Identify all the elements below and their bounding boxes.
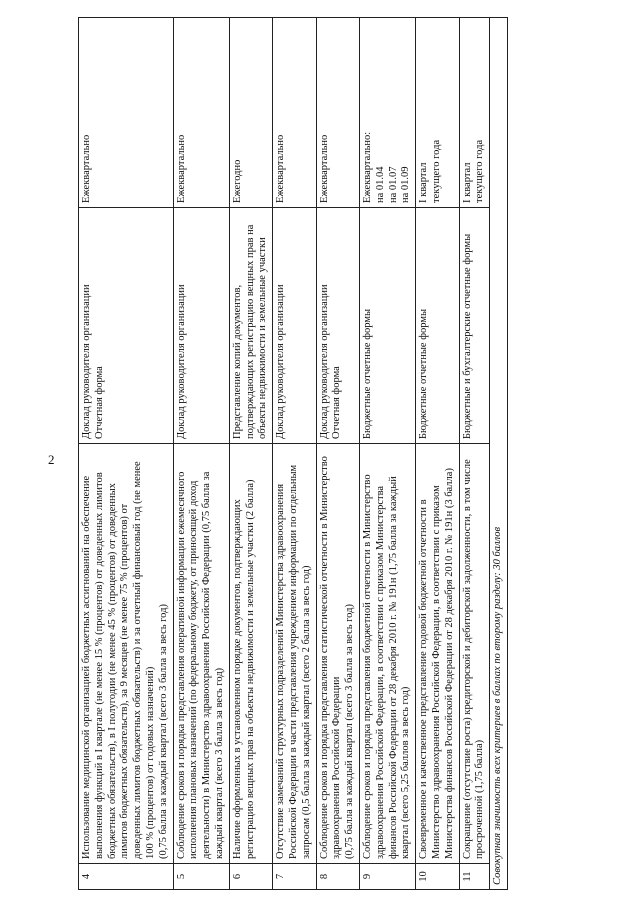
row-number: 8	[316, 864, 359, 890]
reporting-source: Бюджетные и бухгалтерские отчетные формы	[459, 208, 490, 444]
row-number: 5	[173, 864, 229, 890]
reporting-source: Бюджетные отчетные формы	[359, 208, 415, 444]
reporting-period: Ежеквартально	[316, 18, 359, 208]
criterion-text: Своевременное и качественное представление годовой бюджетной отчетности в Министерство здравоохранения Российской Федерации, в соответствии с приказом Министерства финансов Российской Федерации от 28 декабря 2010 г. № 191н (3 балла)	[416, 444, 459, 864]
criterion-text: Соблюдение сроков и порядка представления статистической отчетности в Министерство здравоохранения Российской Федерации (0,75 балла за каждый квартал (всего 3 балла за весь год)	[316, 444, 359, 864]
criterion-text: Наличие оформленных в установленном порядке документов, подтверждающих регистрацию вещных прав на объекты недвижимости и земельные участки (2 балла)	[229, 444, 272, 864]
reporting-source: Бюджетные отчетные формы	[416, 208, 459, 444]
criteria-table	[78, 17, 508, 890]
criterion-text: Отсутствие замечаний структурных подразделений Министерства здравоохранения Российской Федерации в части представления учреждением информации по отдельным запросам (0,5 балла за каждый квартал (всего 2 балла за весь год)	[273, 444, 316, 864]
row-number: 10	[416, 864, 459, 890]
rotated-page-content	[78, 10, 598, 890]
criteria-table-body	[79, 18, 508, 890]
reporting-period: Ежеквартально: на 01.04 на 01.07 на 01.09	[359, 18, 415, 208]
reporting-period: Ежегодно	[229, 18, 272, 208]
table-row	[316, 18, 359, 890]
reporting-period: Ежеквартально	[173, 18, 229, 208]
table-row	[459, 18, 490, 890]
table-row	[173, 18, 229, 890]
row-number: 11	[459, 864, 490, 890]
row-number: 6	[229, 864, 272, 890]
reporting-source: Доклад руководителя организации	[273, 208, 316, 444]
reporting-period: I квартал текущего года	[416, 18, 459, 208]
reporting-period: I квартал текущего года	[459, 18, 490, 208]
reporting-source: Доклад руководителя организации Отчетная форма	[79, 208, 174, 444]
reporting-period: Ежеквартально	[273, 18, 316, 208]
table-row	[416, 18, 459, 890]
criterion-text: Соблюдение сроков и порядка представления оперативной информации ежемесячного исполнения плановых назначений (по федеральному бюджету, от приносящей доход деятельности) в Министерство здравоохранения Российской Федерации (0,75 балла за каждый квартал (всего 3 балла за весь год)	[173, 444, 229, 864]
table-row	[229, 18, 272, 890]
row-number: 4	[79, 864, 174, 890]
table-row	[359, 18, 415, 890]
table-row	[273, 18, 316, 890]
row-number: 9	[359, 864, 415, 890]
reporting-source: Доклад руководителя организации	[173, 208, 229, 444]
reporting-source: Доклад руководителя организации Отчетная форма	[316, 208, 359, 444]
page-number: 2	[48, 452, 55, 467]
criterion-text: Использование медицинской организацией бюджетных ассигнований на обеспечение выполнения функций в I квартале (не менее 15 % (процентов) от доведенных лимитов бюджетных обязательств), в I полугодии (не менее 45 % (процентов) от доведенных лимитов бюджетных обязательств), за 9 месяцев (не менее 75 % (процентов) от доведенных лимитов бюджетных обязательств) и за отчетный финансовый год (не менее 100 % (процентов) от годовых назначений) (0,75 балла за каждый квартал (всего 3 балла за весь год)	[79, 444, 174, 864]
total-score-text: Совокупная значимость всех критериев в баллах по второму разделу: 30 баллов	[490, 18, 508, 890]
row-number: 7	[273, 864, 316, 890]
total-row	[490, 18, 508, 890]
table-row	[79, 18, 174, 890]
reporting-source: Представление копий документов, подтверждающих регистрацию вещных прав на объекты недвижимости и земельные участки	[229, 208, 272, 444]
criterion-text: Сокращение (отсутствие роста) кредиторской и дебиторской задолженности, в том числе просроченной (1,75 балла)	[459, 444, 490, 864]
reporting-period: Ежеквартально	[79, 18, 174, 208]
criterion-text: Соблюдение сроков и порядка представления бюджетной отчетности в Министерство здравоохранения Российской Федерации, в соответствии с приказом Министерства финансов Российской Федерации от 28 декабря 2010 г. № 191н (1,75 балла за каждый квартал (всего 5,25 баллов за весь год)	[359, 444, 415, 864]
